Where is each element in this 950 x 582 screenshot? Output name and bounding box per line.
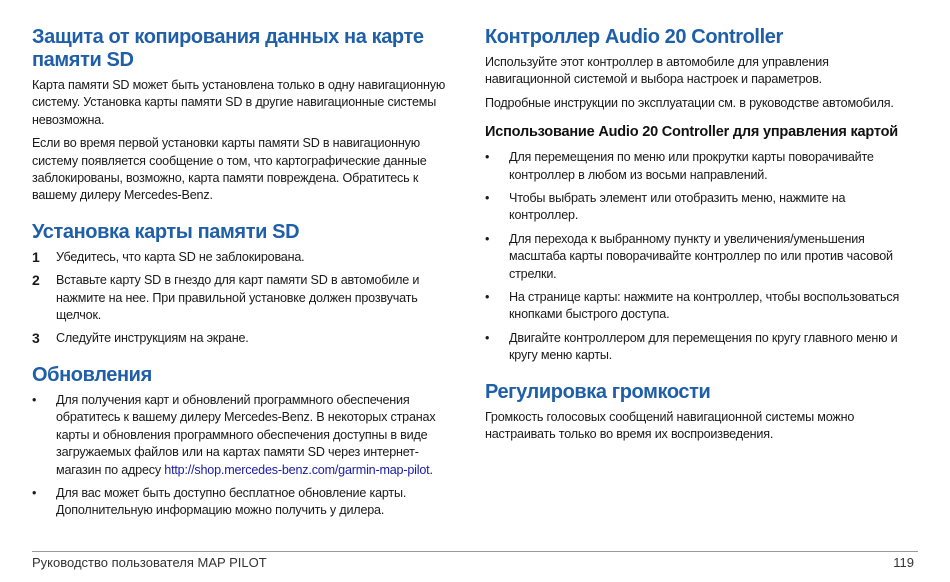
bullet: •: [485, 191, 490, 206]
list-item: [485, 149, 917, 184]
section-install-sd: [32, 221, 462, 348]
controller-list: [485, 149, 917, 364]
list-item: [485, 330, 917, 365]
step-number: 1: [32, 248, 40, 265]
shop-link[interactable]: http://shop.mercedes-benz.com/garmin-map-pilot: [164, 462, 430, 477]
section-updates: [32, 364, 462, 520]
footer-divider: [32, 551, 918, 552]
bullet: •: [32, 485, 37, 500]
section-volume: [485, 381, 917, 444]
heading-updates: Обновления: [32, 363, 152, 386]
list-item-text-end: .: [429, 462, 433, 477]
bullet: •: [32, 392, 37, 407]
list-item-text: Чтобы выбрать элемент или отобразить меню, нажмите на контроллер.: [509, 191, 846, 223]
list-item-text: Для вас может быть доступно бесплатное обновление карты. Дополнительную информацию можно получить у дилера.: [56, 485, 407, 518]
step-number: 2: [32, 272, 40, 289]
left-column: [32, 26, 462, 536]
heading-install-sd: Установка карты памяти SD: [32, 220, 300, 243]
heading-copy-protection: Защита от копирования данных на карте памяти SD: [32, 26, 424, 71]
step-number: 3: [32, 330, 40, 347]
list-item-text: Двигайте контроллером для перемещения по кругу главного меню и кругу меню карты.: [509, 330, 898, 363]
heading-audio-controller: Контроллер Audio 20 Controller: [485, 26, 783, 48]
step-item: [32, 330, 462, 347]
list-item-text: На странице карты: нажмите на контроллер, чтобы воспользоваться кнопками быстрого доступа.: [509, 290, 900, 322]
paragraph: Подробные инструкции по эксплуатации см. в руководстве автомобиля.: [485, 95, 894, 110]
bullet: •: [485, 231, 490, 246]
list-item-text: Для перехода к выбранному пункту и увеличения/уменьшения масштаба карты поворачивайте контроллер по или против часовой стрелки.: [509, 231, 893, 281]
step-text: Убедитесь, что карта SD не заблокирована.: [56, 249, 305, 264]
bullet: •: [485, 150, 490, 165]
section-copy-protection: [32, 26, 462, 205]
subheading-controller-usage: Использование Audio 20 Controller для управления картой: [485, 124, 898, 141]
list-item: [32, 392, 462, 479]
list-item: [32, 485, 462, 520]
step-text: Вставьте карту SD в гнездо для карт памяти SD в автомобиле и нажмите на нее. При правильной установке должен прозвучать щелчок.: [56, 273, 420, 323]
step-text: Следуйте инструкциям на экране.: [56, 331, 249, 346]
heading-volume: Регулировка громкости: [485, 380, 711, 403]
paragraph: Карта памяти SD может быть установлена только в одну навигационную систему. Установка карты памяти SD в другие навигационные системы невозможна.: [32, 78, 446, 127]
section-audio-controller: [485, 26, 917, 365]
bullet: •: [485, 290, 490, 305]
bullet: •: [485, 330, 490, 345]
paragraph: Громкость голосовых сообщений навигационной системы можно настраивать только во время их воспроизведения.: [485, 409, 855, 442]
list-item: [485, 289, 917, 324]
footer-manual-title: Руководство пользователя MAP PILOT: [32, 555, 267, 570]
page-number: 119: [893, 555, 914, 570]
list-item: [485, 190, 917, 225]
steps-list: [32, 249, 462, 348]
updates-list: [32, 392, 462, 520]
paragraph: Если во время первой установки карты памяти SD в навигационную систему появляется сообщение о том, что картографические данные заблокированы, возможно, карта памяти повреждена. Обратитесь к вашему дилеру Mercedes-Benz.: [32, 136, 427, 203]
list-item-text: Для получения карт и обновлений программного обеспечения обратитесь к вашему дилеру Mercedes-Benz. В некоторых странах карты и обновления программного обеспечения доступны в виде загружаемых файлов или на картах памяти SD через интернет-магазин по адресу: [56, 392, 436, 477]
right-column: [485, 26, 917, 460]
step-item: [32, 272, 462, 324]
step-item: [32, 249, 462, 266]
list-item-text: Для перемещения по меню или прокрутки карты поворачивайте контроллер в любом из восьми направлений.: [509, 150, 874, 182]
paragraph: Используйте этот контроллер в автомобиле для управления навигационной системой и выбора настроек и параметров.: [485, 55, 829, 87]
list-item: [485, 231, 917, 283]
